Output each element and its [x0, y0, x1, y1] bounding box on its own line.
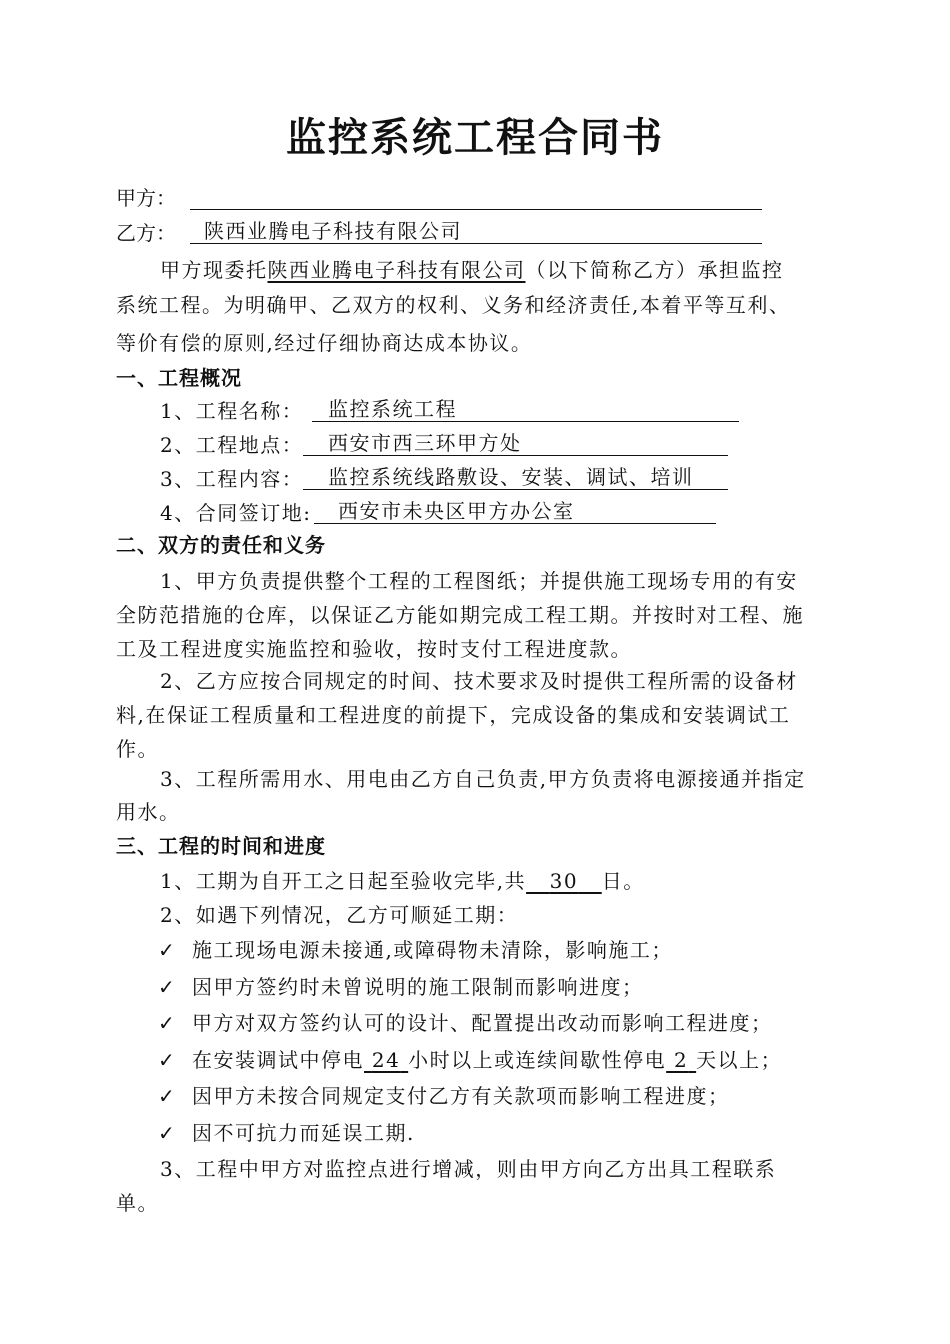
s3-item-3-line-1: 3、工程中甲方对监控点进行增减，则由甲方向乙方出具工程联系: [160, 1157, 777, 1181]
check-icon: ✓: [158, 938, 177, 962]
s3-check-4: ✓ 在安装调试中停电 24 小时以上或连续间歇性停电 2 天以上；: [158, 1045, 782, 1075]
outage-hours: 24: [371, 1048, 401, 1072]
check-icon: ✓: [158, 1011, 177, 1035]
intro-company: 陕西业腾电子科技有限公司: [267, 258, 526, 282]
check-icon: ✓: [158, 1084, 177, 1108]
intro-line-1: 甲方现委托陕西业腾电子科技有限公司（以下简称乙方）承担监控: [160, 258, 784, 282]
s3-check-6: ✓ 因不可抗力而延误工期.: [158, 1118, 415, 1148]
item-project-content: 3、工程内容：: [160, 467, 304, 491]
party-a-row: [116, 183, 176, 213]
outage-days: 2: [674, 1048, 689, 1072]
check-icon: ✓: [158, 1121, 177, 1145]
party-a-label: 甲方：: [116, 186, 176, 210]
s2-p2-line-3: 作。: [116, 737, 159, 761]
item-project-name: 1、工程名称：: [160, 399, 304, 423]
project-content-field: 监控系统线路敷设、安装、调试、培训: [303, 462, 728, 490]
project-location-field: 西安市西三环甲方处: [303, 428, 728, 456]
s2-p3-line-2: 用水。: [116, 800, 181, 824]
party-b-field: [190, 216, 762, 244]
s3-check-2: ✓ 因甲方签约时未曾说明的施工限制而影响进度；: [158, 972, 644, 1002]
s2-p2-line-1: 2、乙方应按合同规定的时间、技术要求及时提供工程所需的设备材: [160, 669, 798, 693]
party-b-label: 乙方：: [116, 221, 176, 245]
item-project-location: 2、工程地点：: [160, 433, 304, 457]
section-1-heading: 一、工程概况: [116, 366, 242, 390]
s3-item-2: 2、如遇下列情况，乙方可顺延工期：: [160, 903, 519, 927]
party-b-value: 陕西业腾电子科技有限公司: [204, 219, 462, 243]
s3-check-1: ✓ 施工现场电源未接通,或障碍物未清除，影响施工；: [158, 935, 673, 965]
section-2-heading: 二、双方的责任和义务: [116, 533, 326, 557]
party-a-field: [190, 181, 762, 210]
signing-place-field: 西安市未央区甲方办公室: [314, 496, 716, 524]
duration-days: 30: [549, 869, 579, 893]
s3-check-3: ✓ 甲方对双方签约认可的设计、配置提出改动而影响工程进度；: [158, 1008, 773, 1038]
s2-p1-line-2: 全防范措施的仓库，以保证乙方能如期完成工程工期。并按时对工程、施: [116, 603, 804, 627]
page-title: 监控系统工程合同书: [286, 115, 664, 161]
s2-p1-line-1: 1、甲方负责提供整个工程的工程图纸；并提供施工现场专用的有安: [160, 569, 798, 593]
intro-line-3: 等价有偿的原则,经过仔细协商达成本协议。: [116, 331, 533, 355]
s2-p1-line-3: 工及工程进度实施监控和验收，按时支付工程进度款。: [116, 637, 632, 661]
item-signing-place: 4、合同签订地:: [160, 501, 312, 525]
s3-item-1: 1、工期为自开工之日起至验收完毕,共 30 日。: [160, 869, 645, 893]
s3-item-3-line-2: 单。: [116, 1191, 159, 1215]
check-icon: ✓: [158, 1048, 177, 1072]
check-icon: ✓: [158, 975, 177, 999]
intro-line-2: 系统工程。为明确甲、乙双方的权利、义务和经济责任,本着平等互利、: [116, 293, 791, 317]
s2-p2-line-2: 料,在保证工程质量和工程进度的前提下，完成设备的集成和安装调试工: [116, 703, 791, 727]
section-3-heading: 三、工程的时间和进度: [116, 834, 326, 858]
s2-p3-line-1: 3、工程所需用水、用电由乙方自己负责,甲方负责将电源接通并指定: [160, 767, 806, 791]
party-b-row: [116, 218, 176, 248]
project-name-field: 监控系统工程: [312, 394, 739, 422]
s3-check-5: ✓ 因甲方未按合同规定支付乙方有关款项而影响工程进度；: [158, 1081, 730, 1111]
